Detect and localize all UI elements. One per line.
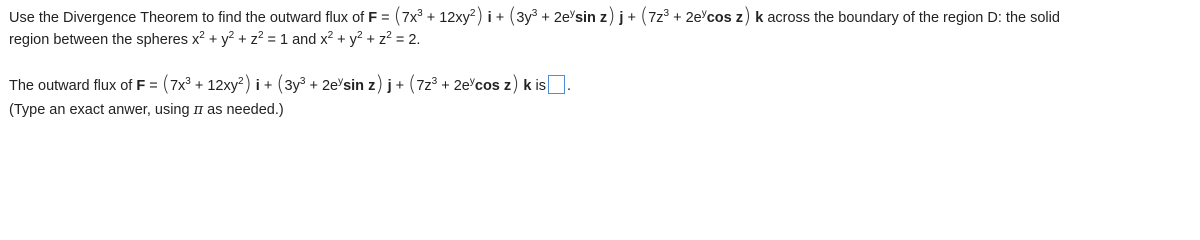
paren-close-3: ) bbox=[511, 72, 520, 96]
exponent: 3 bbox=[663, 8, 670, 19]
exponent: 2 bbox=[237, 76, 244, 87]
field-term: 3y bbox=[284, 78, 300, 94]
field-name: F bbox=[136, 78, 146, 94]
exponent: y bbox=[569, 8, 575, 19]
answer-prompt-line bbox=[9, 74, 1194, 98]
region-text: = 1 and x bbox=[263, 32, 328, 48]
field-term: 7z bbox=[648, 10, 664, 26]
exponent: y bbox=[469, 76, 475, 87]
plus-sign: + bbox=[259, 78, 277, 94]
unit-vector-k: k bbox=[523, 78, 532, 94]
field-term: 7z bbox=[416, 78, 432, 94]
plus-sign: + bbox=[491, 10, 509, 26]
unit-vector-j: j bbox=[619, 10, 624, 26]
unit-vector-i: i bbox=[487, 10, 492, 26]
paren-close-2: ) bbox=[607, 4, 616, 28]
pi-symbol: π bbox=[193, 102, 204, 118]
paren-close-1: ) bbox=[475, 4, 484, 28]
exponent: 3 bbox=[417, 8, 423, 19]
instructions-text: (Type an exact anwer, using bbox=[9, 102, 194, 118]
unit-vector-i: i bbox=[255, 78, 260, 94]
problem-intro-text: Use the Divergence Theorem to find the outward flux of bbox=[9, 10, 369, 26]
paren-close-2: ) bbox=[375, 72, 384, 96]
plus-sign: + bbox=[623, 10, 640, 26]
instructions-line bbox=[9, 98, 1194, 122]
field-term: sin z bbox=[574, 10, 608, 26]
field-term: + 12xy bbox=[190, 78, 238, 94]
paren-close-1: ) bbox=[243, 72, 252, 96]
field-term: + 12xy bbox=[422, 10, 470, 26]
exponent: y bbox=[701, 8, 707, 19]
paren-open-2: ( bbox=[276, 72, 285, 96]
answer-section bbox=[9, 74, 1194, 122]
region-text: region between the spheres x bbox=[9, 32, 200, 48]
field-term: cos z bbox=[706, 10, 743, 26]
unit-vector-j: j bbox=[387, 78, 392, 94]
field-term: + 2e bbox=[537, 10, 570, 26]
paren-open-1: ( bbox=[161, 72, 170, 96]
field-term: + 2e bbox=[437, 78, 470, 94]
exponent: 2 bbox=[257, 30, 264, 41]
equals-sign: = bbox=[145, 78, 162, 94]
exponent: 2 bbox=[327, 30, 334, 41]
paren-open-3: ( bbox=[639, 4, 649, 28]
answer-period: . bbox=[566, 78, 571, 94]
paren-close-3: ) bbox=[743, 4, 752, 28]
exponent: 2 bbox=[228, 30, 235, 41]
exponent: 3 bbox=[531, 8, 538, 19]
problem-line-2: region between the spheres $x^2 + y^2 + z^2 = 1$ and $x^2 + y^2 + z^2 = 2$. bbox=[9, 30, 421, 48]
problem-statement bbox=[9, 4, 1194, 51]
exponent: 3 bbox=[185, 76, 191, 87]
exponent: 3 bbox=[299, 76, 306, 87]
equals-sign: = bbox=[377, 10, 394, 26]
paren-open-1: ( bbox=[393, 4, 402, 28]
field-term: sin z bbox=[343, 78, 376, 94]
field-name: F bbox=[368, 10, 378, 26]
exponent: 2 bbox=[469, 8, 476, 19]
answer-is-text: is bbox=[531, 78, 546, 94]
exponent: 2 bbox=[199, 30, 205, 41]
field-term: 7x bbox=[401, 10, 418, 26]
paren-open-2: ( bbox=[508, 4, 517, 28]
paren-open-3: ( bbox=[408, 72, 417, 96]
problem-line-1 bbox=[9, 4, 1194, 29]
exponent: 2 bbox=[356, 30, 363, 41]
answer-prompt-text: The outward flux of bbox=[9, 78, 137, 94]
instructions-text: as needed.) bbox=[203, 102, 284, 118]
field-term: + 2e bbox=[305, 78, 339, 94]
plus-sign: + bbox=[391, 78, 409, 94]
exponent: 3 bbox=[431, 76, 438, 87]
answer-input-box[interactable] bbox=[548, 75, 565, 94]
problem-region-text: across the boundary of the region D: the solid bbox=[763, 10, 1060, 26]
exponent: y bbox=[338, 76, 344, 87]
field-term: cos z bbox=[474, 78, 512, 94]
unit-vector-k: k bbox=[755, 10, 764, 26]
exponent: 2 bbox=[386, 30, 392, 41]
region-text: = 2. bbox=[391, 32, 421, 48]
field-term: + 2e bbox=[669, 10, 702, 26]
field-term: 7x bbox=[169, 78, 186, 94]
field-term: 3y bbox=[516, 10, 532, 26]
